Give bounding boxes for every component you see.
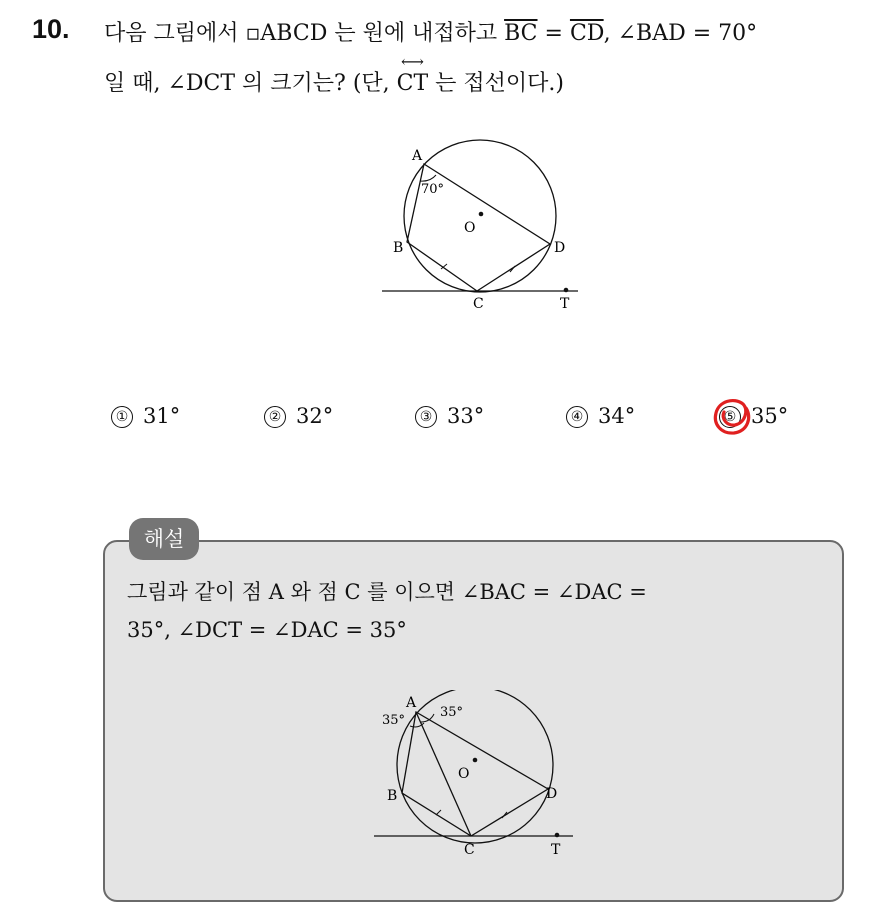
choice-number: ④ — [566, 406, 588, 428]
question-text-line2 — [104, 52, 565, 97]
choice-4[interactable] — [566, 404, 635, 428]
label-c: C — [464, 842, 475, 858]
line-ct — [396, 52, 429, 96]
label-c: C — [473, 296, 484, 312]
label-a: A — [406, 695, 417, 711]
choice-value: 31° — [143, 404, 181, 428]
question-text-line1 — [104, 16, 757, 47]
choice-number: ⑤ — [719, 406, 741, 428]
choice-number: ③ — [415, 406, 437, 428]
question-text-part: 다음 그림에서 ▫ABCD 는 원에 내접하고 — [104, 21, 505, 46]
center-dot — [479, 212, 484, 217]
choice-3[interactable] — [415, 404, 484, 428]
solution-line1: 그림과 같이 점 A 와 점 C 를 이으면 ∠BAC = ∠DAC = — [127, 580, 647, 604]
circumcircle — [397, 690, 553, 843]
equal-tick-bc — [436, 810, 441, 815]
label-d: D — [554, 240, 566, 256]
label-t: T — [551, 842, 561, 858]
line-arrow-icon: ⟷ — [400, 52, 424, 71]
angle-label-35-left: 35° — [382, 713, 406, 728]
angle-arc — [420, 175, 436, 181]
solution-line2: 35°, ∠DCT = ∠DAC = 35° — [127, 618, 407, 642]
line-ct-label: CT — [396, 71, 429, 96]
choice-value: 33° — [447, 404, 485, 428]
label-o: O — [458, 766, 470, 782]
center-dot — [473, 758, 478, 763]
question-text-part: 는 접선이다.) — [428, 71, 565, 96]
choice-value: 32° — [296, 404, 334, 428]
choice-number: ① — [111, 406, 133, 428]
label-b: B — [393, 240, 404, 256]
segment-cd: $\overline{CD}$ — [569, 21, 604, 46]
choice-2[interactable] — [264, 404, 333, 428]
angle-label-70: 70° — [421, 182, 445, 197]
solution-figure — [372, 690, 577, 865]
choice-value: 34° — [598, 404, 636, 428]
question-number: 10. — [32, 14, 70, 44]
choice-1[interactable] — [111, 404, 180, 428]
label-b: B — [387, 788, 398, 804]
choice-number: ② — [264, 406, 286, 428]
question-text-part: , ∠BAD = 70° — [603, 21, 758, 46]
point-t-dot — [564, 288, 569, 293]
selected-answer-mark-icon — [708, 393, 756, 441]
choice-value: 35° — [751, 404, 789, 428]
equals-sign: = — [537, 21, 570, 46]
label-o: O — [464, 220, 476, 236]
point-t-dot — [555, 833, 560, 838]
question-figure — [378, 138, 588, 318]
question-text-part: 일 때, ∠DCT 의 크기는? (단, — [104, 71, 397, 96]
label-a: A — [412, 148, 423, 164]
solution-tag: 해설 — [129, 518, 199, 560]
angle-label-35-right: 35° — [440, 705, 464, 720]
label-t: T — [560, 296, 570, 312]
segment-bc: $\overline{BC}$ — [504, 21, 538, 46]
label-d: D — [546, 786, 558, 802]
